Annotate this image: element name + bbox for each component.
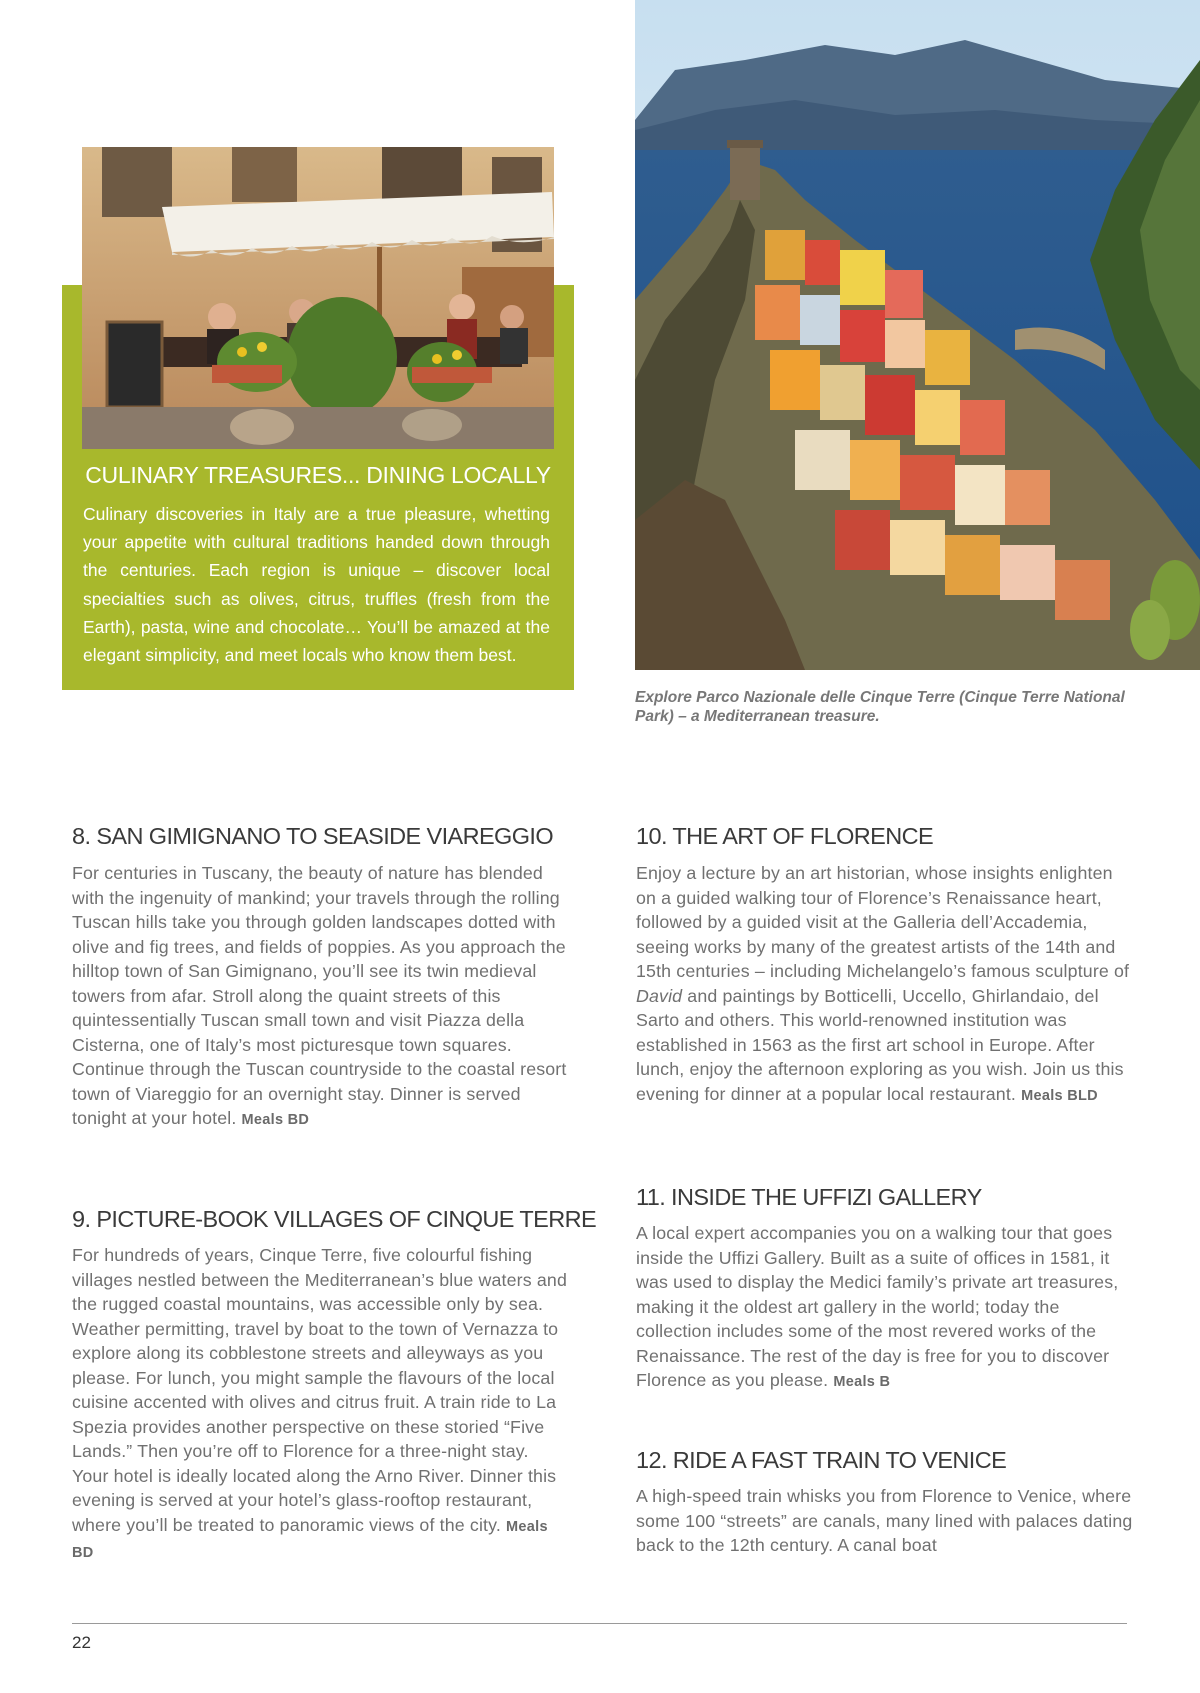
page-number: 22 xyxy=(72,1633,91,1652)
section-8-body xyxy=(72,861,567,1133)
section-12-body xyxy=(636,1484,1134,1558)
section-10-body xyxy=(636,861,1134,1108)
section-9-meals: Meals BD xyxy=(72,1518,548,1561)
section-11-title: 11. INSIDE THE UFFIZI GALLERY xyxy=(636,1184,982,1210)
section-10-meals: Meals BLD xyxy=(1021,1087,1098,1104)
section-9-title: 9. PICTURE-BOOK VILLAGES OF CINQUE TERRE xyxy=(72,1206,597,1232)
section-11-meals: Meals B xyxy=(833,1374,891,1390)
section-9-body xyxy=(72,1243,567,1566)
section-8-meals: Meals BD xyxy=(241,1112,310,1128)
photo-caption: Explore Parco Nazionale delle Cinque Terre (Cinque Terre National Park) – a Mediterranean treasure. xyxy=(635,689,1125,725)
culinary-body: Culinary discoveries in Italy are a true pleasure, whetting your appetite with cultural traditions handed down through the centuries. Each region is unique – discover local specialties such as olives, citrus, truffles (fresh from the Earth), pasta, wine and chocolate… You’ll be amazed at the elegant simplicity, and meet locals who know them best. xyxy=(83,504,550,666)
section-10-italic-title: David xyxy=(636,985,683,1006)
cinque-terre-photo xyxy=(635,0,1200,670)
section-9-text: For hundreds of years, Cinque Terre, five colourful fishing villages nestled between the Mediterranean’s blue waters and the rugged coastal mountains, was accessible only by sea. Weather permitting, travel by boat to the town of Vernazza to explore along its cobblestone streets and alleyways as you please. For lunch, you might sample the flavours of the local cuisine accented with olives and citrus fruit. A train ride to La Spezia provides another perspective on these storied “Five Lands.” Then you’re off to Florence for a three-night stay. Your hotel is ideally located along the Arno River. Dinner this evening is served at your hotel’s glass-rooftop restaurant, where you’ll be treated to panoramic views of the city. xyxy=(72,1245,567,1535)
section-10-title: 10. THE ART OF FLORENCE xyxy=(636,823,934,849)
section-12-title: 12. RIDE A FAST TRAIN TO VENICE xyxy=(636,1447,1007,1473)
outdoor-cafe-photo xyxy=(82,147,554,449)
section-10-text-cont: and paintings by Botticelli, Uccello, Ghirlandaio, del Sarto and others. This world-renowned institution was established in 1563 as the first art school in Europe. After lunch, enjoy the afternoon exploring as you wish. Join us this evening for dinner at a popular local restaurant. xyxy=(636,985,1124,1104)
section-8-text: For centuries in Tuscany, the beauty of nature has blended with the ingenuity of mankind; your travels through the rolling Tuscan hills take you through golden landscapes dotted with olive and fig trees, and fields of poppies. As you approach the hilltop town of San Gimignano, you’ll see its twin medieval towers from afar. Stroll along the quaint streets of this quintessentially Tuscan small town and visit Piazza della Cisterna, one of Italy’s most picturesque town squares. Continue through the Tuscan countryside to the coastal resort town of Viareggio for an overnight stay. Dinner is served tonight at your hotel. xyxy=(72,863,567,1128)
culinary-title: CULINARY TREASURES... DINING LOCALLY xyxy=(85,462,551,488)
section-11-body xyxy=(636,1221,1134,1395)
section-10-text: Enjoy a lecture by an art historian, whose insights enlighten on a guided walking tour of Florence’s Renaissance heart, followed by a guided visit at the Galleria dell’Accademia, seeing works by many of the greatest artists of the 14th and 15th centuries – including Michelangelo’s famous sculpture of xyxy=(636,863,1130,981)
section-8-title: 8. SAN GIMIGNANO TO SEASIDE VIAREGGIO xyxy=(72,823,553,849)
footer-rule xyxy=(72,1623,1127,1624)
section-11-text: A local expert accompanies you on a walking tour that goes inside the Uffizi Gallery. Built as a suite of offices in 1581, it was used to display the Medici family’s private art treasures, making it the oldest art gallery in the world; today the collection includes some of the most revered works of the Renaissance. The rest of the day is free for you to discover Florence as you please. xyxy=(636,1223,1119,1390)
section-12-text: A high-speed train whisks you from Florence to Venice, where some 100 “streets” are canals, many lined with palaces dating back to the 12th century. A canal boat xyxy=(636,1486,1133,1555)
